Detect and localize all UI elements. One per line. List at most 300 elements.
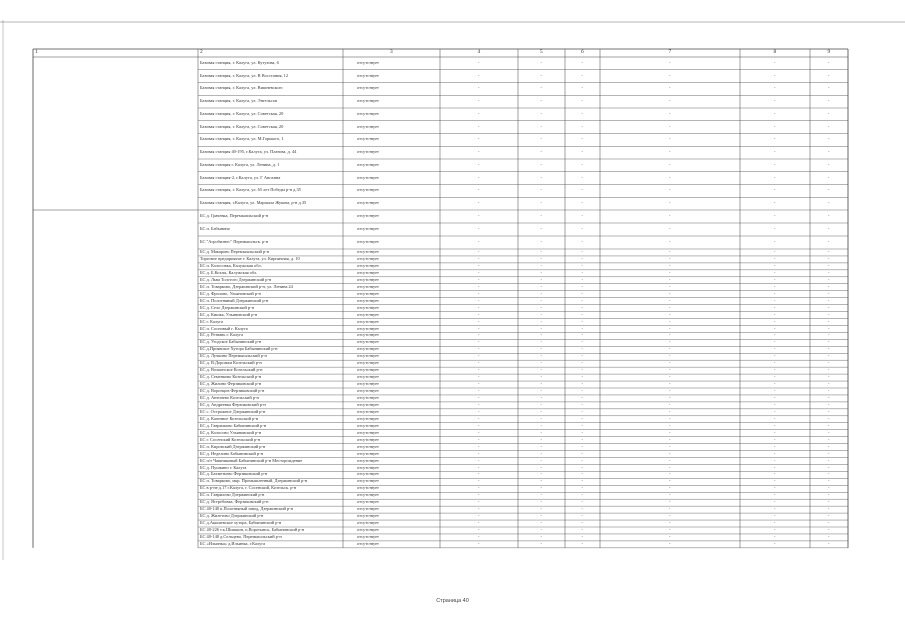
empty-value-cell: - bbox=[478, 174, 480, 180]
empty-value-cell: - bbox=[540, 492, 542, 498]
facility-name: Базовая станция, г. Калуга, ул. Советская, 20 bbox=[200, 123, 284, 129]
empty-value-cell: - bbox=[828, 395, 830, 401]
empty-value-cell: - bbox=[774, 374, 776, 380]
facility-name: Базовая станция, г. Калуга, ул. Вишневского bbox=[200, 85, 283, 91]
empty-value-cell: - bbox=[669, 161, 671, 167]
empty-value-cell: - bbox=[828, 297, 830, 303]
empty-value-cell: - bbox=[828, 123, 830, 129]
empty-value-cell: - bbox=[478, 499, 480, 505]
empty-value-cell: - bbox=[774, 213, 776, 219]
empty-value-cell: - bbox=[828, 72, 830, 78]
status-cell: отсутствует bbox=[357, 436, 379, 442]
empty-value-cell: - bbox=[581, 226, 583, 232]
status-cell: отсутствует bbox=[357, 450, 379, 456]
facility-name: БС д. Лучкино Перемышльский р-н bbox=[200, 353, 267, 359]
empty-value-cell: - bbox=[828, 422, 830, 428]
empty-value-cell: - bbox=[774, 436, 776, 442]
empty-value-cell: - bbox=[478, 332, 480, 338]
empty-value-cell: - bbox=[540, 450, 542, 456]
empty-value-cell: - bbox=[828, 360, 830, 366]
empty-value-cell: - bbox=[828, 401, 830, 407]
status-cell: отсутствует bbox=[357, 534, 379, 540]
empty-value-cell: - bbox=[540, 85, 542, 91]
empty-value-cell: - bbox=[540, 249, 542, 255]
empty-value-cell: - bbox=[581, 408, 583, 414]
empty-value-cell: - bbox=[669, 174, 671, 180]
empty-value-cell: - bbox=[774, 415, 776, 421]
empty-value-cell: - bbox=[478, 339, 480, 345]
status-cell: отсутствует bbox=[357, 540, 379, 546]
facility-name: Базовая станция, г. Калуга, ул. 65 лет Победы р-н д.35 bbox=[200, 187, 301, 193]
empty-value-cell: - bbox=[669, 136, 671, 142]
empty-value-cell: - bbox=[774, 325, 776, 331]
empty-value-cell: - bbox=[828, 436, 830, 442]
empty-value-cell: - bbox=[774, 297, 776, 303]
empty-value-cell: - bbox=[540, 415, 542, 421]
empty-value-cell: - bbox=[540, 276, 542, 282]
facility-name: БС д. Макарово Перемышльский р-н bbox=[200, 249, 269, 255]
empty-value-cell: - bbox=[540, 318, 542, 324]
empty-value-cell: - bbox=[669, 187, 671, 193]
status-cell: отсутствует bbox=[357, 297, 379, 303]
empty-value-cell: - bbox=[478, 360, 480, 366]
facility-name: Базовая станция г. Калуга, ул. Ленина, д. 1 bbox=[200, 161, 280, 167]
empty-value-cell: - bbox=[581, 187, 583, 193]
empty-value-cell: - bbox=[669, 499, 671, 505]
empty-value-cell: - bbox=[774, 520, 776, 526]
status-cell: отсутствует bbox=[357, 110, 379, 116]
empty-value-cell: - bbox=[540, 59, 542, 65]
facility-name: БС д. Пушкино г. Калуга bbox=[200, 464, 247, 470]
empty-value-cell: - bbox=[828, 269, 830, 275]
empty-value-cell: - bbox=[828, 339, 830, 345]
empty-value-cell: - bbox=[581, 72, 583, 78]
empty-value-cell: - bbox=[669, 346, 671, 352]
status-cell: отсутствует bbox=[357, 98, 379, 104]
empty-value-cell: - bbox=[581, 429, 583, 435]
status-cell: отсутствует bbox=[357, 339, 379, 345]
empty-value-cell: - bbox=[540, 110, 542, 116]
empty-value-cell: - bbox=[478, 200, 480, 206]
status-cell: отсутствует bbox=[357, 256, 379, 262]
status-cell: отсутствует bbox=[357, 325, 379, 331]
empty-value-cell: - bbox=[540, 187, 542, 193]
empty-value-cell: - bbox=[581, 110, 583, 116]
empty-value-cell: - bbox=[774, 408, 776, 414]
facility-name: БС п. Товарково, мкр. Промышленный, Дзержинский р-н bbox=[200, 478, 308, 484]
empty-value-cell: - bbox=[540, 443, 542, 449]
empty-value-cell: - bbox=[774, 256, 776, 262]
facility-name: БС д. Казенное Козельский р-н bbox=[200, 415, 259, 421]
empty-value-cell: - bbox=[774, 513, 776, 519]
empty-value-cell: - bbox=[540, 226, 542, 232]
empty-value-cell: - bbox=[774, 346, 776, 352]
empty-value-cell: - bbox=[828, 85, 830, 91]
facility-name: БС д. Андреевка Ферзиковский р-н bbox=[200, 401, 266, 407]
empty-value-cell: - bbox=[774, 136, 776, 142]
empty-value-cell: - bbox=[828, 290, 830, 296]
facility-name: БС г. Сосенский Козельский р-н bbox=[200, 436, 261, 442]
empty-value-cell: - bbox=[774, 161, 776, 167]
empty-value-cell: - bbox=[669, 249, 671, 255]
empty-value-cell: - bbox=[540, 136, 542, 142]
empty-value-cell: - bbox=[540, 262, 542, 268]
facility-name: БС п. Колосовка, Калужская обл. bbox=[200, 262, 262, 268]
status-cell: отсутствует bbox=[357, 381, 379, 387]
header-cell-3: 3 bbox=[390, 49, 393, 56]
facility-name: Базовая станция, г.Калуга, ул. Маршала Жукова, р-н д.35 bbox=[200, 200, 307, 206]
empty-value-cell: - bbox=[581, 304, 583, 310]
empty-value-cell: - bbox=[669, 149, 671, 155]
status-cell: отсутствует bbox=[357, 174, 379, 180]
empty-value-cell: - bbox=[581, 485, 583, 491]
facility-name: Базовая станция, г. Калуга, ул. Советская, 20 bbox=[200, 110, 284, 116]
status-cell: отсутствует bbox=[357, 239, 379, 245]
empty-value-cell: - bbox=[669, 513, 671, 519]
empty-value-cell: - bbox=[669, 318, 671, 324]
empty-value-cell: - bbox=[581, 325, 583, 331]
empty-value-cell: - bbox=[478, 443, 480, 449]
empty-value-cell: - bbox=[581, 346, 583, 352]
empty-value-cell: - bbox=[581, 499, 583, 505]
empty-value-cell: - bbox=[478, 520, 480, 526]
header-cell-9: 9 bbox=[827, 49, 831, 56]
facility-name: БС д. Неделино Бабынинский р-н bbox=[200, 450, 263, 456]
empty-value-cell: - bbox=[540, 429, 542, 435]
empty-value-cell: - bbox=[669, 408, 671, 414]
empty-value-cell: - bbox=[478, 478, 480, 484]
empty-value-cell: - bbox=[669, 304, 671, 310]
empty-value-cell: - bbox=[774, 290, 776, 296]
facility-name: БС д. Гаврилково Бабынинский р-н bbox=[200, 422, 267, 428]
empty-value-cell: - bbox=[774, 332, 776, 338]
empty-value-cell: - bbox=[828, 98, 830, 104]
empty-value-cell: - bbox=[669, 395, 671, 401]
status-cell: отсутствует bbox=[357, 415, 379, 421]
empty-value-cell: - bbox=[669, 540, 671, 546]
status-cell: отсутствует bbox=[357, 200, 379, 206]
status-cell: отсутствует bbox=[357, 499, 379, 505]
facility-name: БС д. Льва Толстого Дзержинский р-н bbox=[200, 276, 272, 282]
empty-value-cell: - bbox=[581, 513, 583, 519]
empty-value-cell: - bbox=[540, 304, 542, 310]
empty-value-cell: - bbox=[828, 187, 830, 193]
facility-name: БС 40-140 п.Полотняный завод, Дзержинский р-н bbox=[200, 506, 293, 512]
empty-value-cell: - bbox=[828, 136, 830, 142]
status-cell: отсутствует bbox=[357, 249, 379, 255]
empty-value-cell: - bbox=[774, 464, 776, 470]
facility-name: БС д. Резвань г. Калуга bbox=[200, 332, 243, 338]
empty-value-cell: - bbox=[478, 395, 480, 401]
empty-value-cell: - bbox=[478, 161, 480, 167]
empty-value-cell: - bbox=[581, 401, 583, 407]
empty-value-cell: - bbox=[774, 450, 776, 456]
empty-value-cell: - bbox=[828, 388, 830, 394]
empty-value-cell: - bbox=[774, 395, 776, 401]
empty-value-cell: - bbox=[828, 239, 830, 245]
empty-value-cell: - bbox=[581, 395, 583, 401]
empty-value-cell: - bbox=[478, 450, 480, 456]
empty-value-cell: - bbox=[774, 311, 776, 317]
facility-name: БС «Ильинка» д.Ильинка, г.Калуга bbox=[200, 540, 266, 546]
status-cell: отсутствует bbox=[357, 311, 379, 317]
empty-value-cell: - bbox=[828, 325, 830, 331]
status-cell: отсутствует bbox=[357, 492, 379, 498]
empty-value-cell: - bbox=[478, 429, 480, 435]
empty-value-cell: - bbox=[478, 401, 480, 407]
empty-value-cell: - bbox=[828, 374, 830, 380]
empty-value-cell: - bbox=[669, 450, 671, 456]
empty-value-cell: - bbox=[478, 249, 480, 255]
empty-value-cell: - bbox=[540, 534, 542, 540]
empty-value-cell: - bbox=[774, 422, 776, 428]
empty-value-cell: - bbox=[540, 381, 542, 387]
empty-value-cell: - bbox=[540, 332, 542, 338]
empty-value-cell: - bbox=[540, 290, 542, 296]
empty-value-cell: - bbox=[478, 353, 480, 359]
empty-value-cell: - bbox=[669, 262, 671, 268]
empty-value-cell: - bbox=[581, 381, 583, 387]
facility-name: БС 40-226 т.к.Шишкин, п.Воротынск, Бабынинский р-н bbox=[200, 527, 305, 533]
status-cell: отсутствует bbox=[357, 187, 379, 193]
empty-value-cell: - bbox=[478, 59, 480, 65]
empty-value-cell: - bbox=[540, 408, 542, 414]
empty-value-cell: - bbox=[478, 492, 480, 498]
empty-value-cell: - bbox=[774, 443, 776, 449]
status-cell: отсутствует bbox=[357, 388, 379, 394]
empty-value-cell: - bbox=[540, 283, 542, 289]
empty-value-cell: - bbox=[540, 457, 542, 463]
empty-value-cell: - bbox=[774, 226, 776, 232]
facility-name: БС д. Грачевка, Перемышльский р-н bbox=[200, 213, 269, 219]
empty-value-cell: - bbox=[774, 98, 776, 104]
empty-value-cell: - bbox=[540, 506, 542, 512]
empty-value-cell: - bbox=[540, 98, 542, 104]
empty-value-cell: - bbox=[581, 262, 583, 268]
header-cell-5: 5 bbox=[540, 49, 543, 56]
empty-value-cell: - bbox=[478, 388, 480, 394]
status-cell: отсутствует bbox=[357, 443, 379, 449]
empty-value-cell: - bbox=[774, 110, 776, 116]
header-cell-4: 4 bbox=[477, 49, 481, 56]
empty-value-cell: - bbox=[828, 520, 830, 526]
empty-value-cell: - bbox=[478, 290, 480, 296]
empty-value-cell: - bbox=[478, 485, 480, 491]
empty-value-cell: - bbox=[828, 499, 830, 505]
status-cell: отсутствует bbox=[357, 213, 379, 219]
empty-value-cell: - bbox=[669, 429, 671, 435]
facility-name: БС д. Фролово, Ульяновский р-н bbox=[200, 290, 261, 296]
status-cell: отсутствует bbox=[357, 332, 379, 338]
empty-value-cell: - bbox=[669, 360, 671, 366]
empty-value-cell: - bbox=[774, 262, 776, 268]
empty-value-cell: - bbox=[669, 527, 671, 533]
empty-value-cell: - bbox=[828, 478, 830, 484]
facility-name: БС п. Кировский Дзержинский р-н bbox=[200, 443, 266, 449]
empty-value-cell: - bbox=[540, 339, 542, 345]
empty-value-cell: - bbox=[581, 422, 583, 428]
empty-value-cell: - bbox=[581, 540, 583, 546]
empty-value-cell: - bbox=[669, 226, 671, 232]
empty-value-cell: - bbox=[581, 283, 583, 289]
empty-value-cell: - bbox=[774, 367, 776, 373]
status-cell: отсутствует bbox=[357, 290, 379, 296]
empty-value-cell: - bbox=[669, 443, 671, 449]
empty-value-cell: - bbox=[478, 367, 480, 373]
empty-value-cell: - bbox=[774, 59, 776, 65]
facility-name: БС д.Проявское Хутора Бабынинский р-н bbox=[200, 346, 278, 352]
empty-value-cell: - bbox=[478, 149, 480, 155]
empty-value-cell: - bbox=[828, 443, 830, 449]
empty-value-cell: - bbox=[540, 513, 542, 519]
empty-value-cell: - bbox=[581, 332, 583, 338]
empty-value-cell: - bbox=[669, 325, 671, 331]
empty-value-cell: - bbox=[581, 415, 583, 421]
empty-value-cell: - bbox=[581, 436, 583, 442]
empty-value-cell: - bbox=[540, 353, 542, 359]
empty-value-cell: - bbox=[540, 123, 542, 129]
empty-value-cell: - bbox=[581, 471, 583, 477]
header-cell-6: 6 bbox=[581, 49, 584, 56]
empty-value-cell: - bbox=[540, 213, 542, 219]
empty-value-cell: - bbox=[540, 311, 542, 317]
facility-name: БС д. Жилино Ферзиковский р-н bbox=[200, 381, 262, 387]
empty-value-cell: - bbox=[581, 174, 583, 180]
empty-value-cell: - bbox=[669, 374, 671, 380]
empty-value-cell: - bbox=[669, 59, 671, 65]
empty-value-cell: - bbox=[581, 520, 583, 526]
empty-value-cell: - bbox=[540, 388, 542, 394]
empty-value-cell: - bbox=[581, 318, 583, 324]
facility-name: БС д. Волконское Козельский р-н bbox=[200, 367, 263, 373]
empty-value-cell: - bbox=[581, 200, 583, 206]
empty-value-cell: - bbox=[478, 304, 480, 310]
empty-value-cell: - bbox=[774, 283, 776, 289]
empty-value-cell: - bbox=[828, 311, 830, 317]
empty-value-cell: - bbox=[540, 367, 542, 373]
empty-value-cell: - bbox=[478, 422, 480, 428]
empty-value-cell: - bbox=[478, 123, 480, 129]
facility-name: БС д. Бахметьево Ферзиковский р-н bbox=[200, 471, 268, 477]
status-cell: отсутствует bbox=[357, 226, 379, 232]
facility-name: БС д. В.Дорожки Козельский р-н bbox=[200, 360, 262, 366]
facility-name: БС д. Воронцов Ферзиковский р-н bbox=[200, 388, 265, 394]
empty-value-cell: - bbox=[581, 478, 583, 484]
empty-value-cell: - bbox=[669, 367, 671, 373]
empty-value-cell: - bbox=[774, 239, 776, 245]
empty-value-cell: - bbox=[478, 283, 480, 289]
header-cell-1: 1 bbox=[35, 49, 38, 56]
empty-value-cell: - bbox=[828, 161, 830, 167]
empty-value-cell: - bbox=[540, 374, 542, 380]
facility-name: БС д. Антонево Козельский р-н bbox=[200, 395, 259, 401]
empty-value-cell: - bbox=[828, 513, 830, 519]
empty-value-cell: - bbox=[774, 187, 776, 193]
empty-value-cell: - bbox=[828, 408, 830, 414]
status-cell: отсутствует bbox=[357, 283, 379, 289]
empty-value-cell: - bbox=[540, 161, 542, 167]
empty-value-cell: - bbox=[581, 269, 583, 275]
empty-value-cell: - bbox=[581, 161, 583, 167]
empty-value-cell: - bbox=[669, 353, 671, 359]
empty-value-cell: - bbox=[478, 513, 480, 519]
empty-value-cell: - bbox=[478, 136, 480, 142]
status-cell: отсутствует bbox=[357, 457, 379, 463]
empty-value-cell: - bbox=[540, 401, 542, 407]
empty-value-cell: - bbox=[774, 360, 776, 366]
facility-name: БС д. Кишкь, Ульяновский р-н bbox=[200, 311, 258, 317]
empty-value-cell: - bbox=[669, 200, 671, 206]
empty-value-cell: - bbox=[478, 226, 480, 232]
facility-name: БС д. Ястребовка, Ферзиковский р-н bbox=[200, 499, 269, 505]
empty-value-cell: - bbox=[581, 464, 583, 470]
facility-name: БС п. Бабынино bbox=[200, 226, 230, 232]
empty-value-cell: - bbox=[828, 213, 830, 219]
empty-value-cell: - bbox=[581, 98, 583, 104]
empty-value-cell: - bbox=[478, 457, 480, 463]
facility-name: БС 40-148 д.Сельцево, Перемышльский р-н bbox=[200, 534, 282, 540]
empty-value-cell: - bbox=[581, 374, 583, 380]
empty-value-cell: - bbox=[669, 98, 671, 104]
empty-value-cell: - bbox=[669, 269, 671, 275]
empty-value-cell: - bbox=[478, 506, 480, 512]
status-cell: отсутствует bbox=[357, 346, 379, 352]
empty-value-cell: - bbox=[581, 290, 583, 296]
empty-value-cell: - bbox=[774, 381, 776, 387]
empty-value-cell: - bbox=[669, 485, 671, 491]
empty-value-cell: - bbox=[669, 381, 671, 387]
status-cell: отсутствует bbox=[357, 513, 379, 519]
empty-value-cell: - bbox=[669, 388, 671, 394]
empty-value-cell: - bbox=[828, 471, 830, 477]
empty-value-cell: - bbox=[581, 256, 583, 262]
empty-value-cell: - bbox=[669, 534, 671, 540]
empty-value-cell: - bbox=[669, 110, 671, 116]
status-cell: отсутствует bbox=[357, 123, 379, 129]
empty-value-cell: - bbox=[581, 457, 583, 463]
status-cell: отсутствует bbox=[357, 485, 379, 491]
empty-value-cell: - bbox=[774, 269, 776, 275]
empty-value-cell: - bbox=[478, 374, 480, 380]
empty-value-cell: - bbox=[540, 325, 542, 331]
status-cell: отсутствует bbox=[357, 59, 379, 65]
empty-value-cell: - bbox=[581, 534, 583, 540]
empty-value-cell: - bbox=[774, 499, 776, 505]
empty-value-cell: - bbox=[540, 520, 542, 526]
empty-value-cell: - bbox=[828, 332, 830, 338]
empty-value-cell: - bbox=[669, 401, 671, 407]
empty-value-cell: - bbox=[828, 540, 830, 546]
empty-value-cell: - bbox=[774, 304, 776, 310]
empty-value-cell: - bbox=[774, 457, 776, 463]
empty-value-cell: - bbox=[669, 520, 671, 526]
empty-value-cell: - bbox=[540, 149, 542, 155]
empty-value-cell: - bbox=[478, 276, 480, 282]
empty-value-cell: - bbox=[774, 200, 776, 206]
empty-value-cell: - bbox=[828, 276, 830, 282]
empty-value-cell: - bbox=[669, 276, 671, 282]
empty-value-cell: - bbox=[828, 367, 830, 373]
empty-value-cell: - bbox=[478, 311, 480, 317]
empty-value-cell: - bbox=[669, 283, 671, 289]
empty-value-cell: - bbox=[669, 464, 671, 470]
empty-value-cell: - bbox=[828, 429, 830, 435]
empty-value-cell: - bbox=[828, 249, 830, 255]
empty-value-cell: - bbox=[581, 213, 583, 219]
empty-value-cell: - bbox=[478, 471, 480, 477]
status-cell: отсутствует bbox=[357, 269, 379, 275]
facility-name: БС д. Б.Козлы, Калужская обл. bbox=[200, 269, 258, 275]
